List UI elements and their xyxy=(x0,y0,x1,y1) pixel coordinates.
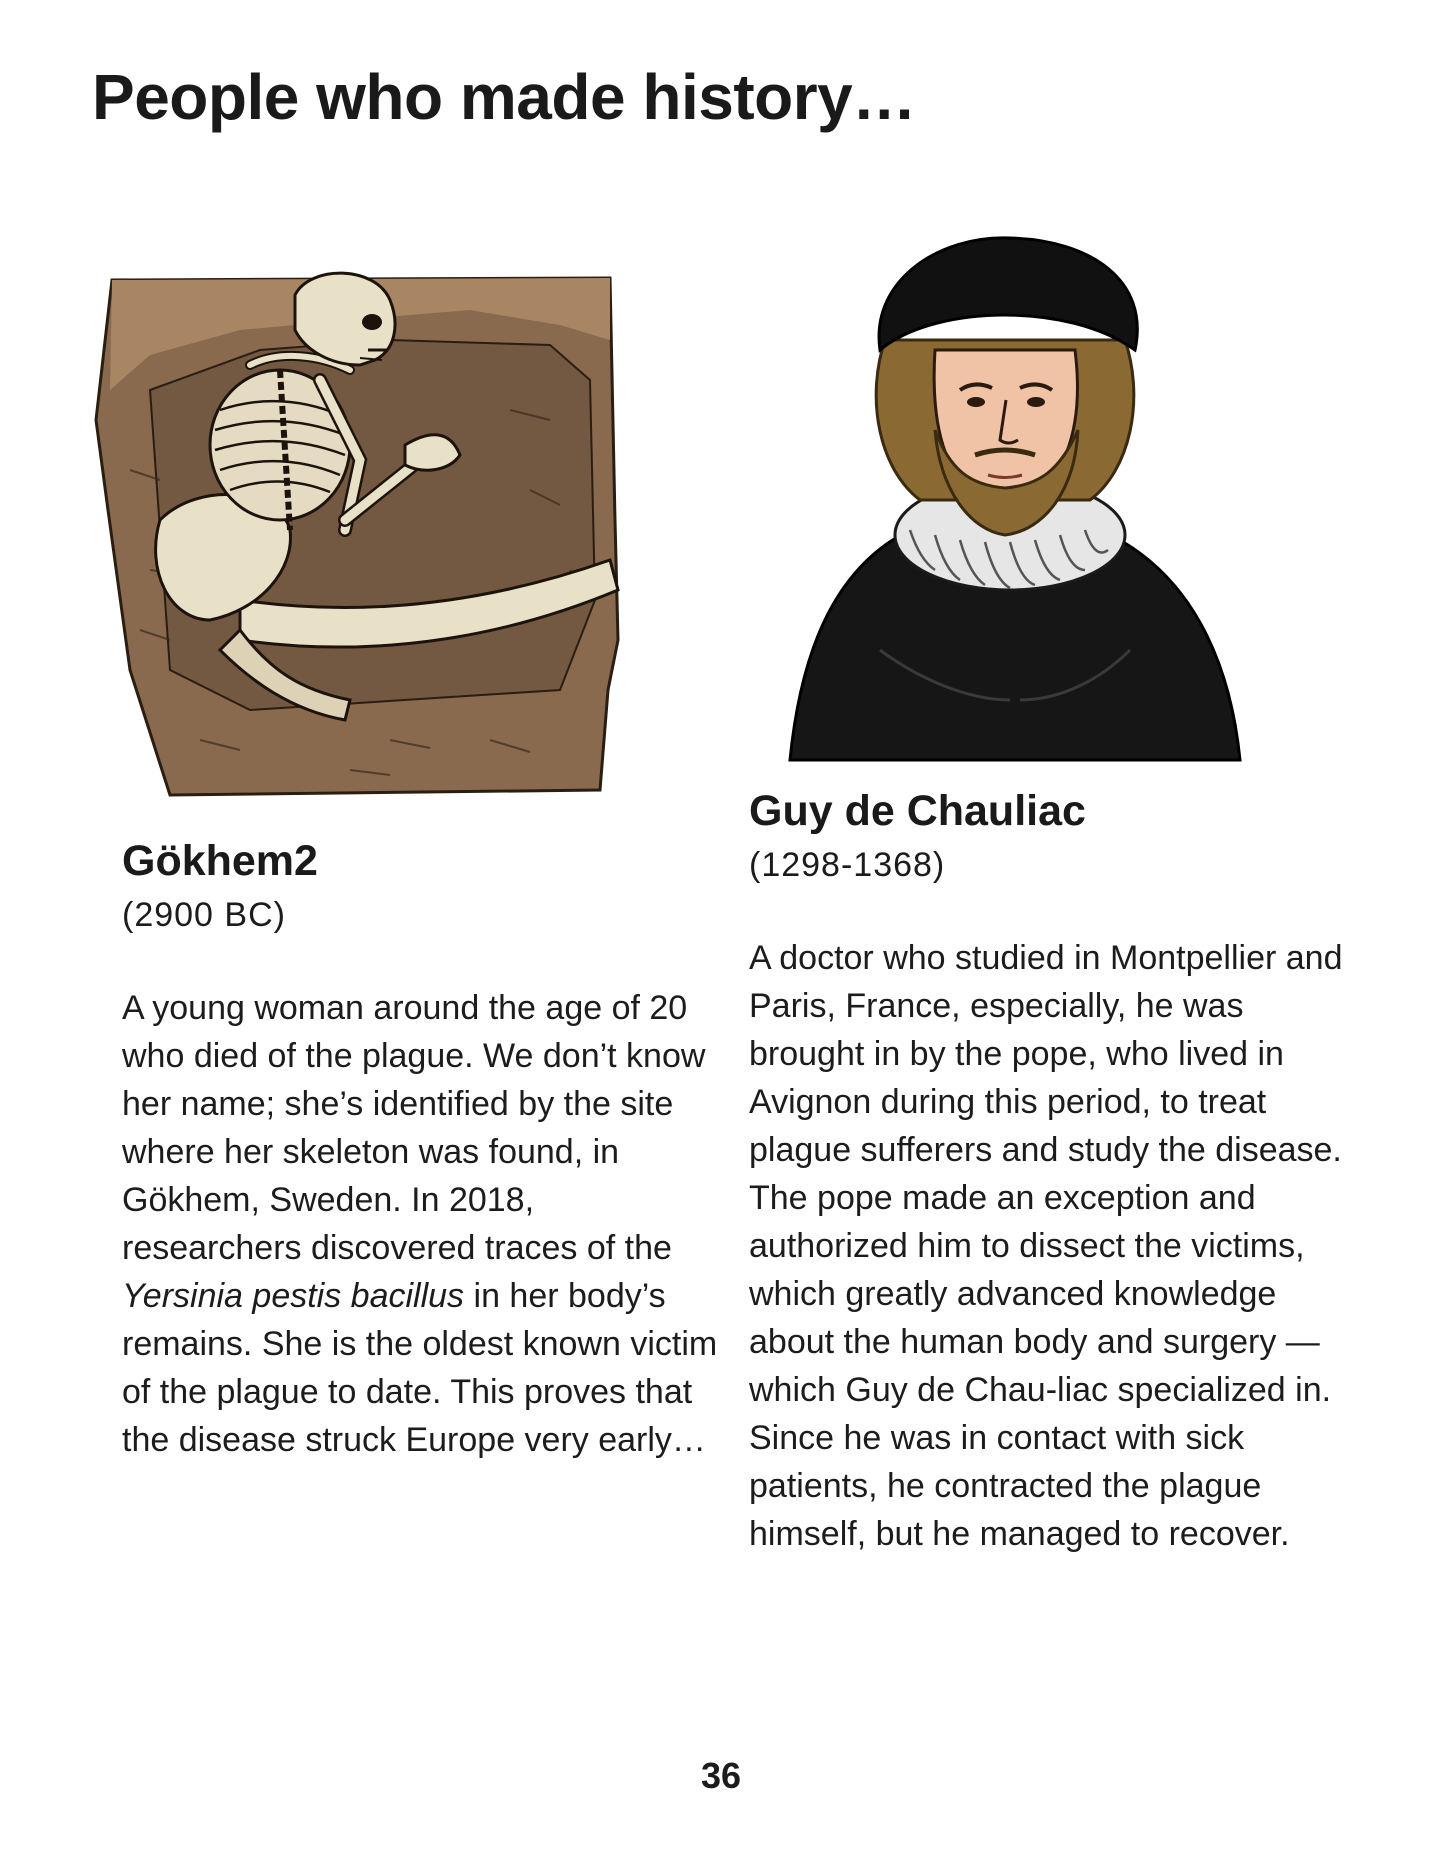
person-entry-guy-de-chauliac xyxy=(749,782,1349,1558)
person-entry-gokhem2 xyxy=(122,832,722,1464)
page-title: People who made history… xyxy=(92,61,916,133)
person-bio xyxy=(122,984,722,1464)
page-number: 36 xyxy=(700,1755,742,1796)
skeleton-in-grave-illustration xyxy=(90,270,640,810)
person-dates: (1298-1368) xyxy=(749,846,946,884)
person-name: Guy de Chauliac xyxy=(749,787,1086,835)
person-bio: A doctor who studied in Montpellier and Paris, France, especially, he was brought in by the pope, who lived in Avignon during this period, to treat plague sufferers and study the disease. The pope made an exception and authorized him to dissect the victims, which greatly advanced knowledge about the human body and surgery — which Guy de Chau-liac specialized in. Since he was in contact with sick patients, he contracted the plague himself, but he managed to recover. xyxy=(749,939,1343,1553)
person-name: Gökhem2 xyxy=(122,837,318,885)
person-dates: (2900 BC) xyxy=(122,896,286,934)
bio-text: A young woman around the age of 20 who died of the plague. We don’t know her name; she’s identified by the site where her skeleton was found, in Gökhem, Sweden. In 2018, researchers discovered traces of the xyxy=(122,989,706,1267)
bio-species-name: Yersinia pestis bacillus xyxy=(122,1277,465,1315)
portrait-illustration xyxy=(770,230,1250,770)
bio-text: in her body’s remains. She is the oldest known victim of the plague to date. This proves that the disease struck Europe very early… xyxy=(122,1277,718,1459)
